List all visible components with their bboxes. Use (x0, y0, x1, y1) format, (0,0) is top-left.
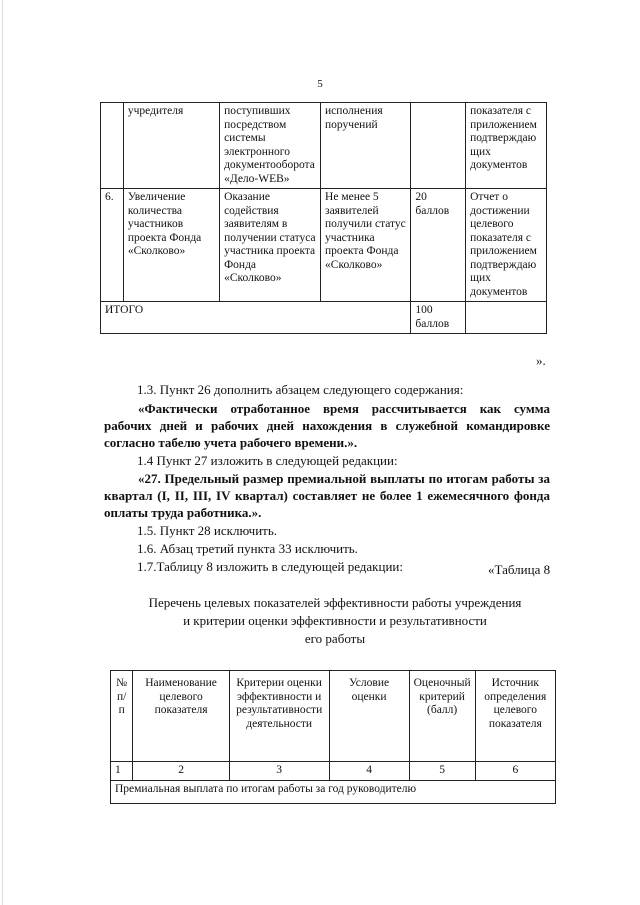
header-source: Источник определения целевого показателя (475, 671, 555, 762)
paragraph-quote-27: «27. Предельный размер премиальной выплаты по итогам работы за квартал (I, II, III, IV квартал) составляет не более 1 ежемесячного фонда оплаты труда работника.». (104, 471, 550, 520)
paragraph-1-5: 1.5. Пункт 28 исключить. (137, 523, 278, 538)
scan-edge (2, 0, 3, 905)
header-criteria: Критерии оценки эффективности и результативности деятельности (229, 671, 329, 762)
col-number: 6 (475, 762, 555, 781)
cell-condition: Не менее 5 заявителей получили статус участника проекта Фонда «Сколково» (321, 189, 411, 302)
table-row-total (101, 302, 547, 334)
table-caption: «Таблица 8 (488, 562, 551, 577)
indicators-table-continued (100, 102, 547, 334)
col-number: 1 (111, 762, 133, 781)
paragraph-quote-26: «Фактически отработанное время рассчитывается как сумма рабочих дней и рабочих дней нахождения в служебной командировке согласно табелю учета рабочего времени.». (104, 401, 550, 450)
header-num: № п/ п (111, 671, 133, 762)
cell-criteria: поступивших посредством системы электронного документооборота «Дело-WEB» (220, 103, 321, 189)
section-title: Премиальная выплата по итогам работы за год руководителю (111, 781, 556, 804)
header-indicator: Наименование целевого показателя (133, 671, 229, 762)
table-header-row (111, 671, 556, 762)
total-label: ИТОГО (101, 302, 411, 334)
cell-score: 20 баллов (411, 189, 466, 302)
page-number: 5 (317, 78, 323, 90)
title-line-3: его работы (304, 631, 366, 646)
cell-source: показателя с приложением подтверждаю щих документов (466, 103, 547, 189)
col-number: 4 (329, 762, 409, 781)
header-condition: Условие оценки (329, 671, 409, 762)
col-number: 5 (409, 762, 475, 781)
col-number: 3 (229, 762, 329, 781)
col-number: 2 (133, 762, 229, 781)
paragraph-1-3: 1.3. Пункт 26 дополнить абзацем следующего содержания: (137, 382, 464, 397)
indicators-table-8 (110, 670, 556, 804)
table-section-row (111, 781, 556, 804)
cell-source: Отчет о достижении целевого показателя с приложением подтверждаю щих документов (466, 189, 547, 302)
paragraph-1-6: 1.6. Абзац третий пункта 33 исключить. (137, 541, 358, 556)
cell-indicator: Увеличение количества участников проекта Фонда «Сколково» (123, 189, 219, 302)
cell-num (101, 103, 124, 189)
table-row (101, 189, 547, 302)
cell-criteria: Оказание содействия заявителям в получении статуса участника проекта Фонда «Сколково» (220, 189, 321, 302)
total-score: 100 баллов (411, 302, 466, 334)
paragraph-1-4: 1.4 Пункт 27 изложить в следующей редакции: (137, 453, 398, 468)
table-number-row (111, 762, 556, 781)
header-score: Оценочный критерий (балл) (409, 671, 475, 762)
cell-indicator: учредителя (123, 103, 219, 189)
cell-num: 6. (101, 189, 124, 302)
cell-score (411, 103, 466, 189)
paragraph-1-7: 1.7.Таблицу 8 изложить в следующей редакции: (137, 559, 403, 574)
title-line-2: и критерии оценки эффективности и результативности (183, 613, 487, 628)
title-line-1: Перечень целевых показателей эффективности работы учреждения (148, 595, 522, 610)
cell-condition: исполнения поручений (321, 103, 411, 189)
table-row (101, 103, 547, 189)
total-source (466, 302, 547, 334)
quote-end: ». (536, 353, 546, 368)
